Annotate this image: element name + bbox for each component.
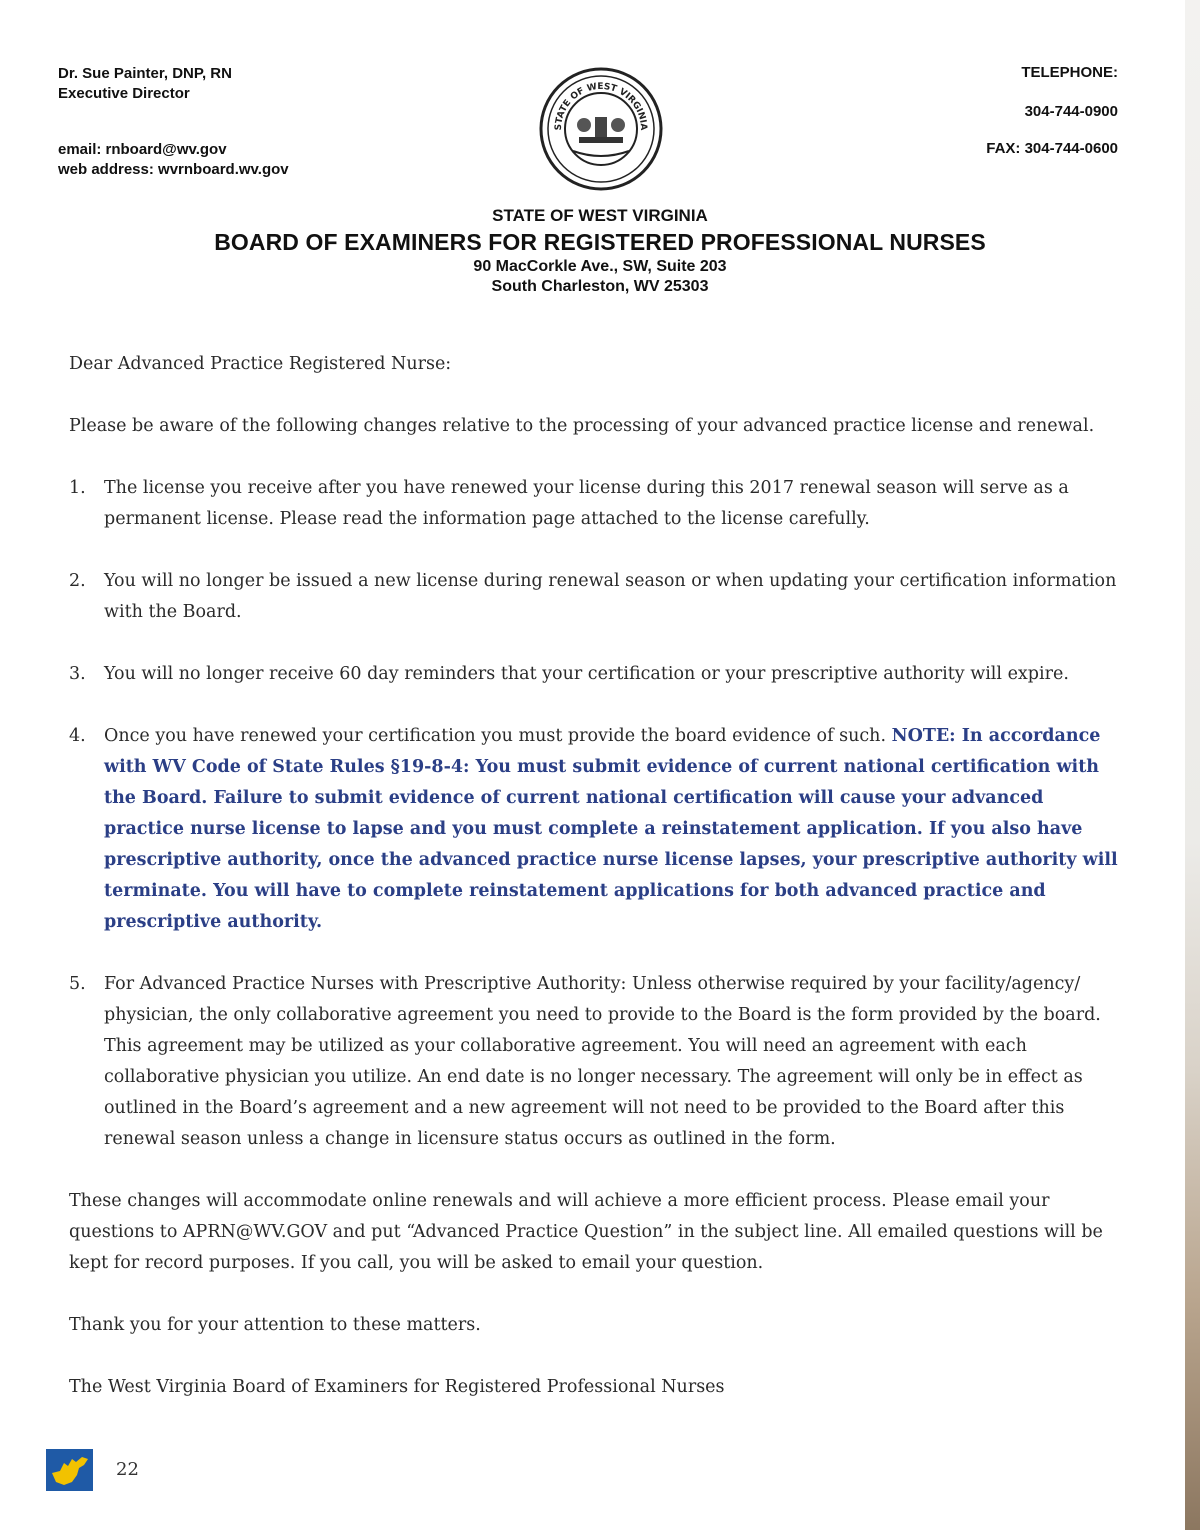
list-number: 4. <box>69 726 86 746</box>
list-number: 3. <box>69 664 86 684</box>
state-title: STATE OF WEST VIRGINIA <box>492 206 708 225</box>
list-item <box>69 721 1129 938</box>
letter-body <box>69 349 1129 1434</box>
wv-state-shape-icon <box>46 1449 93 1491</box>
signature-line: The West Virginia Board of Examiners for Registered Professional Nurses <box>69 1377 725 1397</box>
email-line: email: rnboard@wv.gov <box>58 141 227 158</box>
phone-block <box>986 64 1118 157</box>
list-item <box>69 969 1129 1155</box>
list-number: 2. <box>69 571 86 591</box>
telephone-label: TELEPHONE: <box>1021 64 1118 81</box>
closing-paragraph: These changes will accommodate online renewals and will achieve a more efficient process. Please email your questions to APRN@WV.GOV and put “Advanced Practice Question” in the subject line. All emailed questions will be kept for record purposes. If you call, you will be asked to email your question. <box>69 1191 1103 1273</box>
west-virginia-logo <box>46 1449 93 1491</box>
list-item <box>69 659 1129 690</box>
address-line-2: South Charleston, WV 25303 <box>491 278 709 295</box>
seal-emblem-icon <box>539 67 663 191</box>
address-line-1: 90 MacCorkle Ave., SW, Suite 203 <box>473 258 727 275</box>
list-number: 5. <box>69 974 86 994</box>
list-item-text: For Advanced Practice Nurses with Prescriptive Authority: Unless otherwise required by your facility/agency/ physician, the only collaborative agreement you need to provide to the Board is the form provided by the board. This agreement may be utilized as your collaborative agreement. You will need an agreement with each collaborative physician you utilize. An end date is no longer necessary. The agreement will only be in effect as outlined in the Board’s agreement and a new agreement will not need to be provided to the Board after this renewal season unless a change in licensure status occurs as outlined in the form. <box>104 974 1101 1149</box>
list-item <box>69 566 1129 628</box>
director-name: Dr. Sue Painter, DNP, RN <box>58 65 232 82</box>
director-title: Executive Director <box>58 85 190 102</box>
seal-text: STATE OF WEST VIRGINIA <box>553 81 649 131</box>
list-item-text: Once you have renewed your certification you must provide the board evidence of such. <box>104 726 892 746</box>
board-title: BOARD OF EXAMINERS FOR REGISTERED PROFESSIONAL NURSES <box>214 229 986 255</box>
state-seal <box>539 67 663 191</box>
list-item-text: You will no longer receive 60 day reminders that your certification or your prescriptive authority will expire. <box>104 664 1069 684</box>
greeting: Dear Advanced Practice Registered Nurse: <box>69 354 452 374</box>
telephone-number: 304-744-0900 <box>1024 103 1118 120</box>
legal-note: NOTE: In accordance with WV Code of State Rules §19-8-4: You must submit evidence of current national certification with the Board. Failure to submit evidence of current national certification will cause your advanced practice nurse license to lapse and you must complete a reinstatement application. If you also have prescriptive authority, once the advanced practice nurse license lapses, your prescriptive authority will terminate. You will have to complete reinstatement applications for both advanced practice and prescriptive authority. <box>104 726 1118 932</box>
intro-paragraph: Please be aware of the following changes relative to the processing of your advanced practice license and renewal. <box>69 416 1095 436</box>
changes-list <box>69 473 1129 1155</box>
list-item-text: You will no longer be issued a new license during renewal season or when updating your certification information with the Board. <box>104 571 1117 622</box>
web-line: web address: wvrnboard.wv.gov <box>58 161 289 178</box>
page-number: 22 <box>116 1459 139 1480</box>
thanks-line: Thank you for your attention to these matters. <box>69 1315 481 1335</box>
fax-number: FAX: 304-744-0600 <box>986 140 1118 157</box>
list-number: 1. <box>69 478 86 498</box>
list-item <box>69 473 1129 535</box>
list-item-text: The license you receive after you have renewed your license during this 2017 renewal season will serve as a permanent license. Please read the information page attached to the license carefully. <box>104 478 1069 529</box>
sender-block <box>58 64 289 180</box>
